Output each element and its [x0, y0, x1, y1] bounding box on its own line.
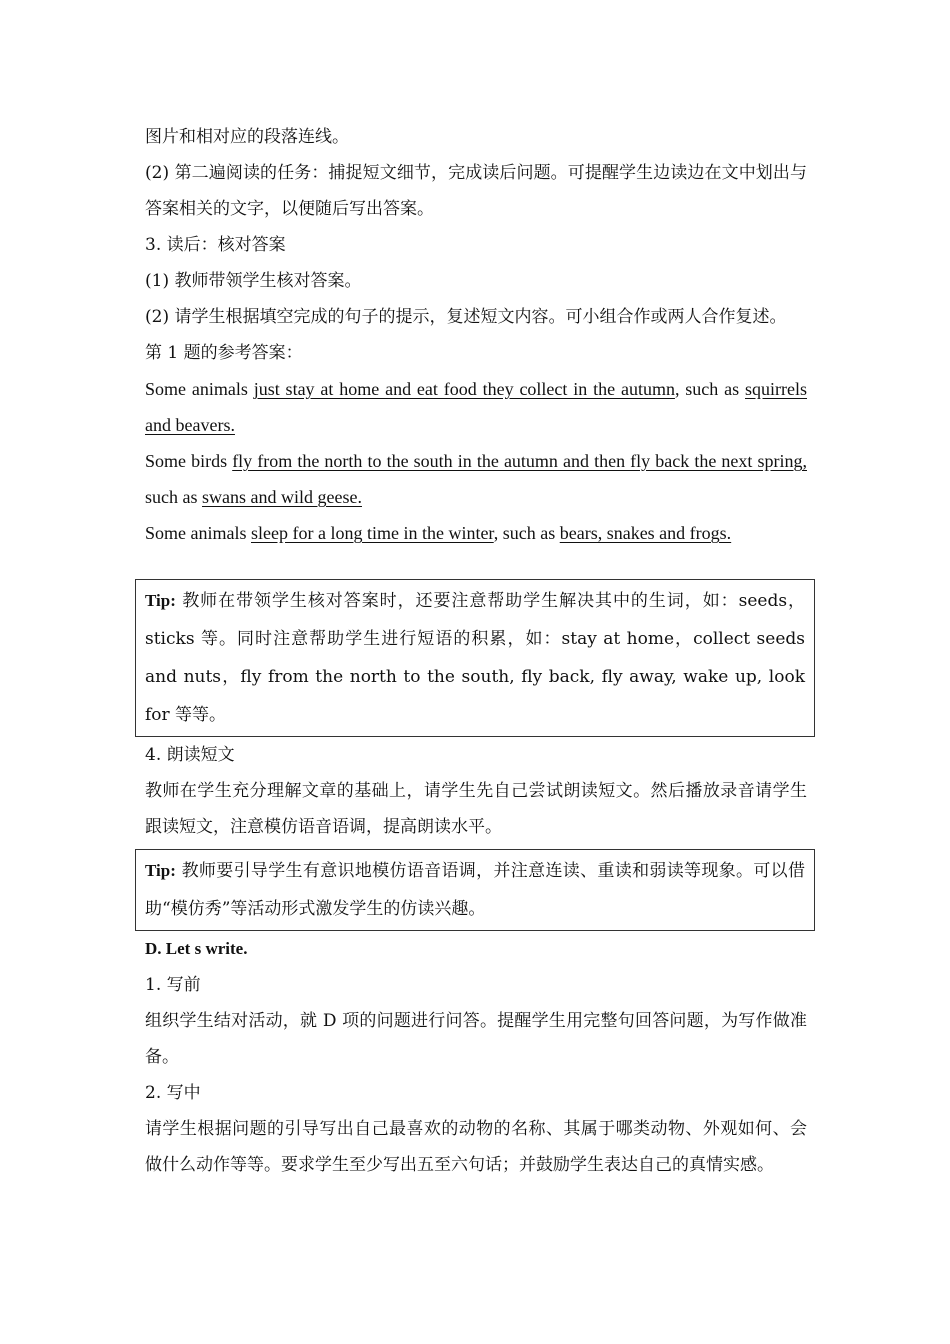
paragraph: 教师在学生充分理解文章的基础上，请学生先自己尝试朗读短文。然后播放录音请学生跟读短文，注意模仿语音语调，提高朗读水平。: [145, 781, 807, 837]
answer-sentence-1: [145, 371, 807, 443]
answer-heading: 第 1 题的参考答案：: [145, 343, 303, 363]
answer-text: Some birds: [145, 451, 233, 471]
heading-text: D. Let s write.: [145, 939, 248, 958]
paragraph: (2) 请学生根据填空完成的句子的提示，复述短文内容。可小组合作或两人合作复述。: [145, 307, 787, 327]
paragraph: 组织学生结对活动，就 D 项的问题进行问答。提醒学生用完整句回答问题，为写作做准备。: [145, 1011, 807, 1067]
answer-blank: fly from the north to the south in the autumn and then fly back the next spring,: [232, 451, 807, 471]
section-heading: 3. 读后：核对答案: [145, 235, 286, 255]
tip-box: [135, 579, 815, 737]
tip-paragraph: [145, 852, 805, 928]
tip-label: Tip:: [145, 591, 176, 610]
tip-text: 教师要引导学生有意识地模仿语音语调，并注意连读、重读和弱读等现象。可以借助“模仿秀”等活动形式激发学生的仿读兴趣。: [145, 861, 805, 919]
section-heading: 4. 朗读短文: [145, 745, 235, 765]
tip-text: 教师在带领学生核对答案时，还要注意帮助学生解决其中的生词，如：seeds，sticks 等。同时注意帮助学生进行短语的积累，如：stay at home，collect seeds and nuts，fly from the north to the south, fly back, fly away, wake up, look for 等等。: [145, 591, 805, 725]
answer-text: Some animals: [145, 379, 254, 399]
document-body: [145, 119, 807, 1183]
answer-text: , such as: [674, 379, 745, 399]
section-heading: 2. 写中: [145, 1083, 201, 1103]
answer-text: such as: [145, 487, 202, 507]
spacer: [145, 551, 807, 575]
answer-sentence-2: [145, 443, 807, 515]
paragraph: 图片和相对应的段落连线。: [145, 127, 349, 147]
answer-blank: swans and wild geese.: [202, 487, 362, 507]
answer-blank: squirrels and beavers.: [145, 379, 807, 435]
paragraph: (1) 教师带领学生核对答案。: [145, 271, 362, 291]
section-heading: 1. 写前: [145, 975, 201, 995]
answer-blank: bears, snakes and frogs.: [559, 523, 732, 543]
tip-box: [135, 849, 815, 931]
answer-text: , such as: [493, 523, 560, 543]
paragraph: 请学生根据问题的引导写出自己最喜欢的动物的名称、其属于哪类动物、外观如何、会做什么动作等等。要求学生至少写出五至六句话；并鼓励学生表达自己的真情实感。: [145, 1119, 807, 1175]
answer-text: Some animals: [145, 523, 251, 543]
tip-label: Tip:: [145, 861, 176, 880]
answer-blank: sleep for a long time in the winter: [251, 523, 494, 543]
answer-sentence-3: [145, 515, 807, 551]
section-d-heading: [145, 931, 807, 967]
tip-paragraph: [145, 582, 805, 734]
answer-blank: just stay at home and eat food they collect in the autumn: [253, 379, 675, 399]
paragraph: (2) 第二遍阅读的任务：捕捉短文细节，完成读后问题。可提醒学生边读边在文中划出与答案相关的文字，以便随后写出答案。: [145, 163, 807, 219]
